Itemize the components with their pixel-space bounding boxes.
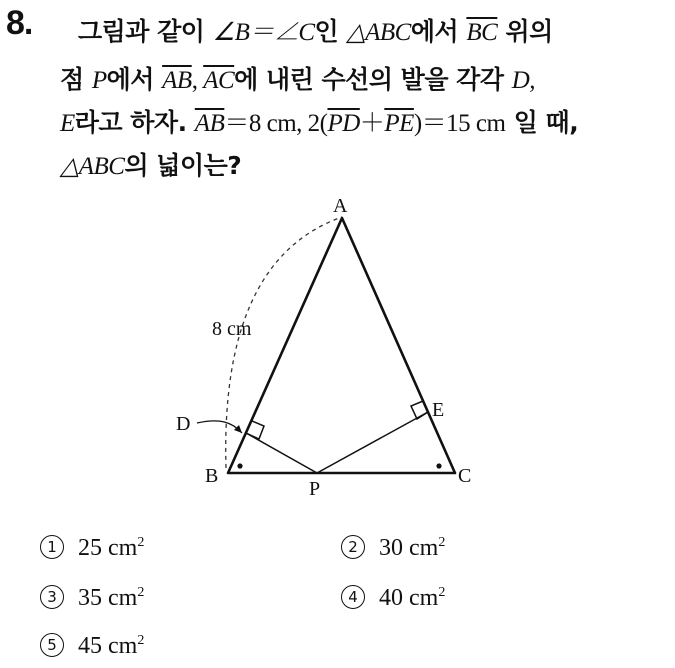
choice-exponent: 2: [438, 535, 446, 550]
segment-bc: $\overline{BC}$: [466, 19, 498, 46]
triangle-abc: [228, 218, 455, 473]
comma: ,: [191, 67, 204, 94]
point-d: D,: [511, 67, 535, 94]
choice-value: 45 cm: [78, 633, 138, 659]
equation: )＝15 cm: [413, 110, 506, 137]
segment-pd: $\overline{PD}$: [327, 110, 360, 137]
choice-value: 35 cm: [78, 585, 138, 611]
triangle-figure: [160, 190, 500, 500]
choice-mark: 1: [40, 535, 64, 559]
choice-5[interactable]: [40, 633, 144, 660]
choice-exponent: 2: [137, 633, 145, 648]
choice-mark: 3: [40, 585, 64, 609]
triangle-name: △ABC: [346, 19, 411, 46]
segment-ac: $\overline{AC}$: [203, 67, 235, 94]
text: 일 때,: [505, 108, 579, 137]
angle-mark-b: [237, 463, 242, 468]
segment-ab: $\overline{AB}$: [162, 67, 192, 94]
plus: ＋: [359, 110, 385, 137]
text: 위의: [497, 17, 553, 46]
choice-exponent: 2: [137, 535, 145, 550]
text: 에서: [410, 17, 467, 46]
angle-mark-c: [436, 463, 441, 468]
label-side-length: 8 cm: [212, 318, 252, 340]
equation: ＝8 cm, 2(: [224, 110, 328, 137]
question-line-2: [60, 60, 535, 96]
choice-4[interactable]: [341, 585, 445, 612]
label-b: B: [205, 465, 219, 487]
segment-pe: [317, 412, 428, 473]
segment-ab: $\overline{AB}$: [194, 110, 225, 137]
choice-exponent: 2: [438, 585, 446, 600]
choice-1[interactable]: [40, 535, 144, 562]
segment-pd: [246, 433, 317, 473]
text: 에 내린 수선의 발을 각각: [234, 65, 512, 94]
label-e: E: [432, 399, 445, 421]
label-p: P: [309, 478, 321, 500]
label-a: A: [333, 195, 348, 217]
segment-pe: $\overline{PE}$: [384, 110, 414, 137]
question-line-3: [60, 103, 578, 139]
choice-2[interactable]: [341, 535, 445, 562]
choice-mark: 5: [40, 633, 64, 657]
text: 점: [60, 65, 92, 94]
text: 의 넓이는?: [124, 151, 242, 180]
choice-value: 25 cm: [78, 535, 138, 561]
text: 그림과 같이: [78, 17, 213, 46]
question-line-4: [60, 146, 241, 182]
question-number: 8.: [6, 4, 33, 42]
text: 인: [314, 17, 347, 46]
label-c: C: [458, 465, 472, 487]
angle-condition: ∠B＝∠C: [212, 19, 315, 46]
choice-value: 40 cm: [379, 585, 439, 611]
choice-mark: 2: [341, 535, 365, 559]
label-d: D: [176, 413, 191, 435]
point-p: P: [91, 67, 107, 94]
text: 에서: [106, 65, 163, 94]
point-e: E: [60, 110, 75, 137]
question-line-1: [78, 12, 553, 48]
text: 라고 하자.: [74, 108, 195, 137]
choice-exponent: 2: [137, 585, 145, 600]
choice-mark: 4: [341, 585, 365, 609]
triangle-name: △ABC: [60, 153, 125, 180]
d-pointer: [197, 421, 242, 433]
choice-value: 30 cm: [379, 535, 439, 561]
choice-3[interactable]: [40, 585, 144, 612]
